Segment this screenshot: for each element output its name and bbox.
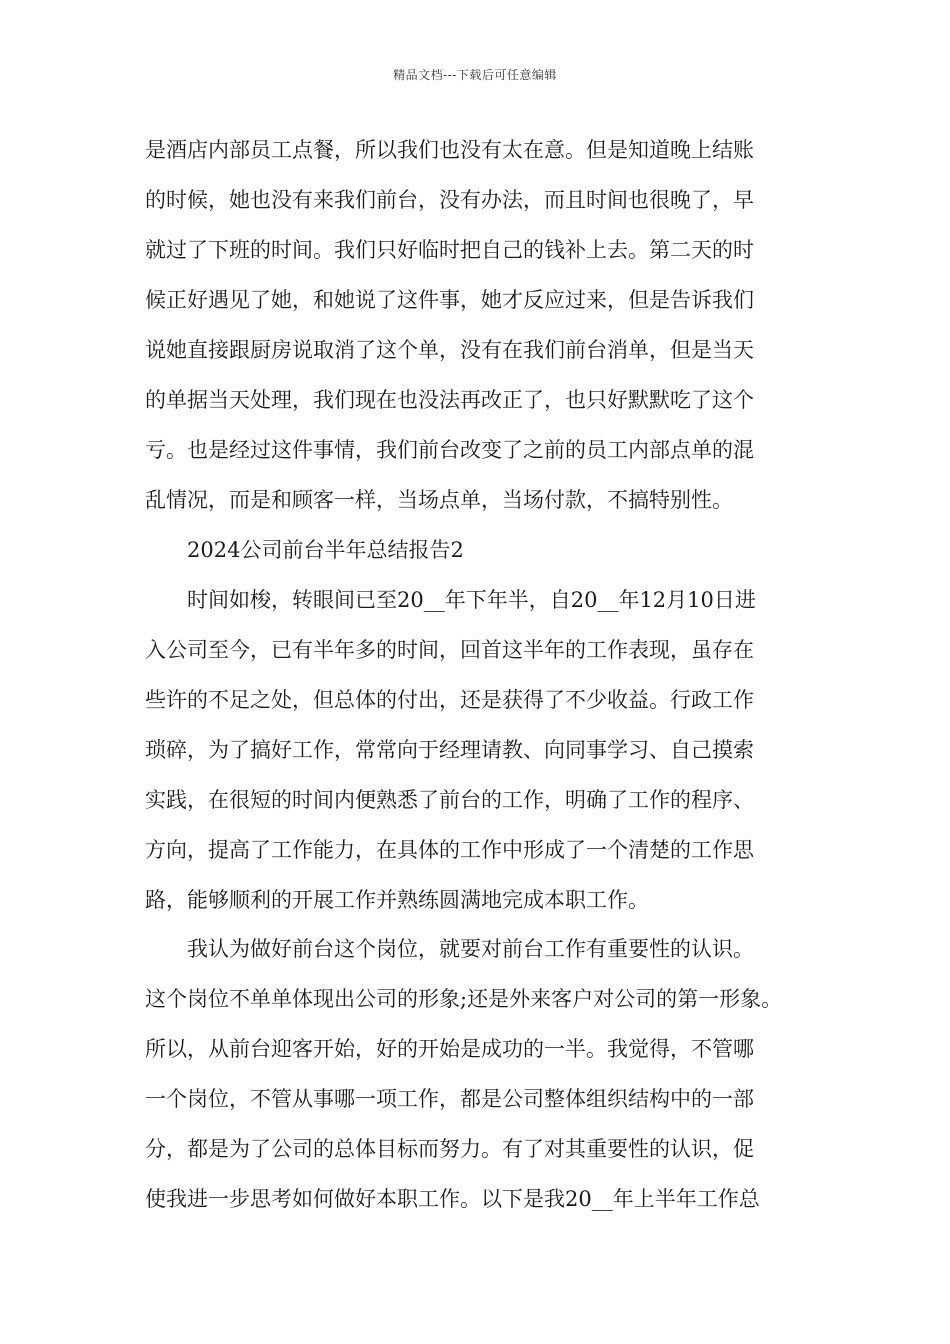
page-header: 精品文档---下载后可任意编辑 bbox=[393, 68, 557, 82]
text-line: 亏。也是经过这件事情，我们前台改变了之前的员工内部点单的混 bbox=[145, 438, 754, 462]
text-line: 这个岗位不单单体现出公司的形象;还是外来客户对公司的第一形象。 bbox=[145, 987, 783, 1011]
text-line: 使我进一步思考如何做好本职工作。以下是我20__年上半年工作总 bbox=[145, 1187, 760, 1211]
text-line: 路，能够顺利的开展工作并熟练圆满地完成本职工作。 bbox=[145, 888, 649, 912]
text-line: 的时候，她也没有来我们前台，没有办法，而且时间也很晚了，早 bbox=[145, 188, 754, 212]
text-line: 一个岗位，不管从事哪一项工作，都是公司整体组织结构中的一部 bbox=[145, 1087, 754, 1111]
text-line: 入公司至今，已有半年多的时间，回首这半年的工作表现，虽存在 bbox=[145, 638, 754, 662]
text-line: 实践，在很短的时间内便熟悉了前台的工作，明确了工作的程序、 bbox=[145, 788, 754, 812]
text-line: 说她直接跟厨房说取消了这个单，没有在我们前台消单，但是当天 bbox=[145, 338, 754, 362]
section-title: 2024公司前台半年总结报告2 bbox=[187, 538, 464, 562]
text-line: 分，都是为了公司的总体目标而努力。有了对其重要性的认识，促 bbox=[145, 1137, 754, 1161]
text-line: 的单据当天处理，我们现在也没法再改正了，也只好默默吃了这个 bbox=[145, 388, 754, 412]
text-line: 时间如梭，转眼间已至20__年下年半，自20__年12月10日进 bbox=[187, 588, 756, 612]
text-line: 是酒店内部员工点餐，所以我们也没有太在意。但是知道晚上结账 bbox=[145, 138, 754, 162]
text-line: 些许的不足之处，但总体的付出，还是获得了不少收益。行政工作 bbox=[145, 688, 754, 712]
text-line: 我认为做好前台这个岗位，就要对前台工作有重要性的认识。 bbox=[187, 937, 754, 961]
text-line: 琐碎，为了搞好工作，常常向于经理请教、向同事学习、自己摸索 bbox=[145, 738, 754, 762]
text-line: 方向，提高了工作能力，在具体的工作中形成了一个清楚的工作思 bbox=[145, 838, 754, 862]
text-line: 就过了下班的时间。我们只好临时把自己的钱补上去。第二天的时 bbox=[145, 238, 754, 262]
text-line: 乱情况，而是和顾客一样，当场点单，当场付款，不搞特别性。 bbox=[145, 488, 733, 512]
text-line: 所以，从前台迎客开始，好的开始是成功的一半。我觉得，不管哪 bbox=[145, 1037, 754, 1061]
text-line: 候正好遇见了她，和她说了这件事，她才反应过来，但是告诉我们 bbox=[145, 288, 754, 312]
